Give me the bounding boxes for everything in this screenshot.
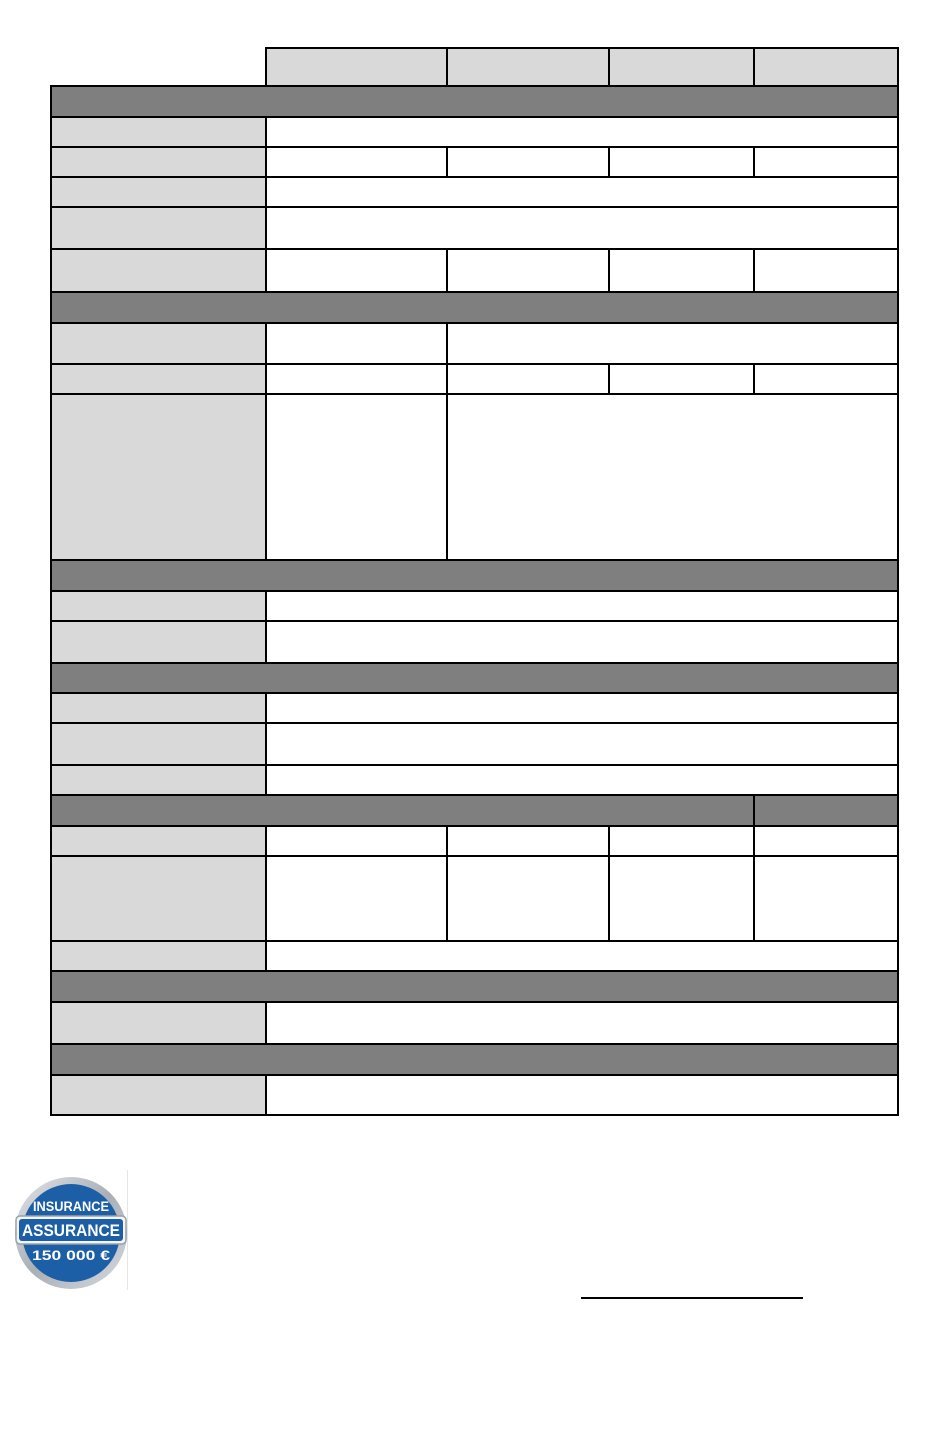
row-value — [446, 146, 610, 178]
column-header-2 — [446, 47, 610, 87]
row-label — [50, 692, 267, 724]
row-value — [265, 825, 448, 857]
row-label — [50, 176, 267, 208]
row-value — [446, 322, 899, 365]
row-value — [265, 764, 899, 796]
row-value — [265, 363, 448, 395]
row-label — [50, 722, 267, 766]
row-value — [753, 248, 899, 293]
row-value — [265, 940, 899, 972]
row-value — [446, 393, 899, 561]
row-value — [446, 825, 610, 857]
row-label — [50, 940, 267, 972]
section-header-6 — [50, 970, 899, 1003]
row-value — [265, 206, 899, 250]
section-header-7 — [50, 1043, 899, 1076]
row-value — [446, 363, 610, 395]
section-header-5 — [50, 794, 755, 827]
column-header-1 — [265, 47, 448, 87]
section-header-5-aside — [753, 794, 899, 827]
badge-line-1: INSURANCE — [33, 1199, 109, 1214]
row-label — [50, 1001, 267, 1045]
row-label — [50, 855, 267, 942]
signature-line — [581, 1297, 803, 1299]
insurance-seal-icon — [14, 1176, 128, 1290]
row-value — [753, 825, 899, 857]
badge-line-2: ASSURANCE — [22, 1221, 120, 1240]
row-value — [265, 116, 899, 148]
section-header-2 — [50, 291, 899, 324]
row-value — [753, 146, 899, 178]
row-label — [50, 1074, 267, 1116]
row-value — [265, 248, 448, 293]
row-value — [608, 363, 755, 395]
row-value — [446, 855, 610, 942]
row-value — [265, 146, 448, 178]
row-value — [608, 825, 755, 857]
badge-line-3: 150 000 € — [32, 1247, 111, 1263]
row-label — [50, 620, 267, 664]
row-value — [265, 1001, 899, 1045]
row-label — [50, 206, 267, 250]
row-label — [50, 116, 267, 148]
row-label — [50, 590, 267, 622]
row-value — [265, 855, 448, 942]
row-value — [608, 248, 755, 293]
row-value — [265, 1074, 899, 1116]
column-header-3 — [608, 47, 755, 87]
row-value — [753, 855, 899, 942]
row-label — [50, 322, 267, 365]
row-value — [608, 146, 755, 178]
row-value — [753, 363, 899, 395]
row-value — [265, 722, 899, 766]
row-value — [265, 620, 899, 664]
row-value — [265, 322, 448, 365]
section-header-4 — [50, 662, 899, 694]
row-label — [50, 363, 267, 395]
section-header-1 — [50, 85, 899, 118]
section-header-3 — [50, 559, 899, 592]
row-label — [50, 393, 267, 561]
row-value — [265, 393, 448, 561]
row-value — [446, 248, 610, 293]
row-label — [50, 248, 267, 293]
row-value — [265, 176, 899, 208]
row-label — [50, 146, 267, 178]
row-value — [265, 692, 899, 724]
row-label — [50, 825, 267, 857]
row-value — [608, 855, 755, 942]
column-header-4 — [753, 47, 899, 87]
row-value — [265, 590, 899, 622]
row-label — [50, 764, 267, 796]
